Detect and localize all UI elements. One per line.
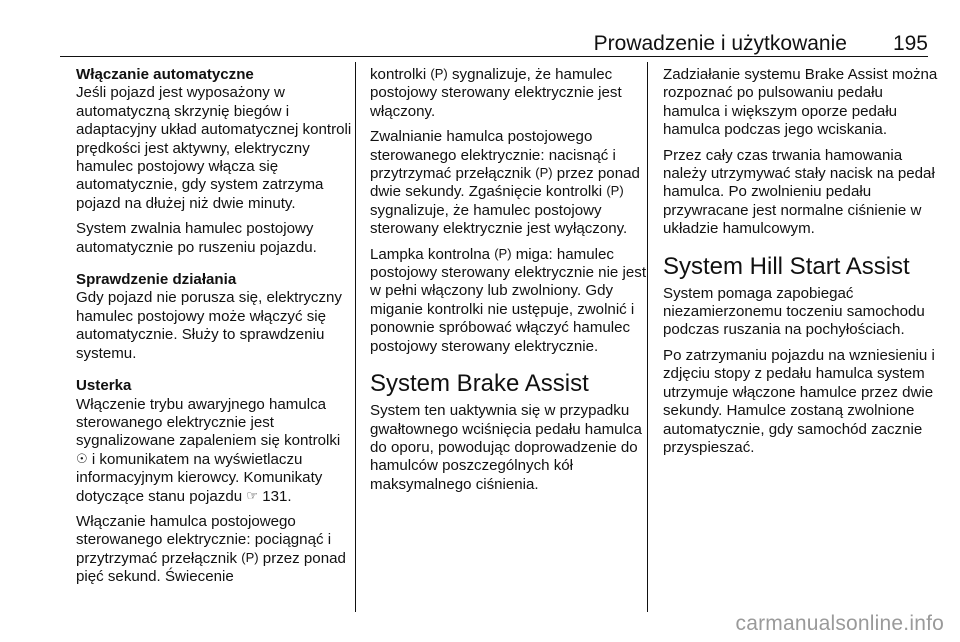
parking-brake-icon: (P) [494,245,512,261]
watermark: carmanualsonline.info [735,612,944,635]
column-1 [76,66,352,594]
paragraph: Lampka kontrolna (P) miga: hamulec postojowy sterowany elektrycznie nie jest w pełni włączony lub zwolniony. Gdy miganie kontrolki nie ustępuje, zwolnić i ponownie spróbować włączyć hamulec postojowy sterowany elektrycznie. [370,245,647,355]
paragraph: Po zatrzymaniu pojazdu na wzniesieniu i zdjęciu stopy z pedału hamulca system utrzymuje włączone hamulce przez dwie sekundy. Hamulce zostaną zwolnione automatycznie, gdy samochód zacznie przyspieszać. [663,346,935,456]
section-heading-auto: Włączanie automatyczne [76,66,254,83]
paragraph: System pomaga zapobiegać niezamierzonemu toczeniu samochodu podczas ruszania na pochyłościach. [663,284,925,339]
paragraph: Włączenie trybu awaryjnego hamulca sterowanego elektrycznie jest sygnalizowane zapaleniem się kontrolki ☉ i komunikatem na wyświetlaczu informacyjnym kierowcy. Komunikaty dotyczące stanu pojazdu ☞ 131. [76,395,341,505]
section-heading-brake-assist: System Brake Assist [370,370,589,398]
section-heading-check: Sprawdzenie działania [76,271,237,289]
parking-brake-icon: (P) [535,165,553,181]
warning-light-icon: ☉ [76,450,88,466]
paragraph: System ten uaktywnia się w przypadku gwałtownego wciśnięcia pedału hamulca do oporu, powodując doprowadzenie do hamulców poszczególnych kół maksymalnego ciśnienia. [370,402,642,493]
paragraph: Jeśli pojazd jest wyposażony w automatyczną skrzynię biegów i adaptacyjny układ automatycznej kontroli prędkości jest aktywny, elektryczny hamulec postojowy włącza się automatycznie, gdy system zatrzyma pojazd na dłużej niż dwie minuty. [76,84,352,212]
parking-brake-icon: (P) [430,66,448,81]
arrow-reference-icon: ☞ [246,487,259,503]
parking-brake-icon: (P) [241,549,259,565]
page-title: Prowadzenie i użytkowanie [593,32,847,55]
header-divider [60,56,928,57]
column-3 [663,66,939,464]
page-header [60,28,928,56]
section-heading-hill-start: System Hill Start Assist [663,252,910,280]
paragraph: Gdy pojazd nie porusza się, elektryczny hamulec postojowy może włączyć się automatycznie. Służy to sprawdzeniu systemu. [76,289,342,362]
parking-brake-icon: (P) [606,183,624,199]
column-divider-1 [355,62,356,612]
paragraph: Zadziałanie systemu Brake Assist można rozpoznać po pulsowaniu pedału hamulca i większym oporze pedału hamulca podczas jego wciskania. [663,66,938,139]
section-heading-fault: Usterka [76,377,132,395]
paragraph: kontrolki (P) sygnalizuje, że hamulec postojowy sterowany elektrycznie jest włączony. [370,66,622,120]
column-divider-2 [647,62,648,612]
paragraph: Przez cały czas trwania hamowania należy utrzymywać stały nacisk na pedał hamulca. Po zwolnieniu pedału przywracane jest normalne ciśnienie w układzie hamulcowym. [663,146,935,238]
page-number: 195 [892,32,928,55]
paragraph: Zwalnianie hamulca postojowego sterowanego elektrycznie: nacisnąć i przytrzymać przełącznik (P) przez ponad dwie sekundy. Zgaśnięcie kontrolki (P) sygnalizuje, że hamulec postojowy sterowany elektrycznie jest wyłączony. [370,128,640,238]
paragraph: Włączanie hamulca postojowego sterowanego elektrycznie: pociągnąć i przytrzymać przełącznik (P) przez ponad pięć sekund. Świecenie [76,512,346,586]
column-2 [370,66,646,501]
paragraph: System zwalnia hamulec postojowy automatycznie po ruszeniu pojazdu. [76,220,317,256]
